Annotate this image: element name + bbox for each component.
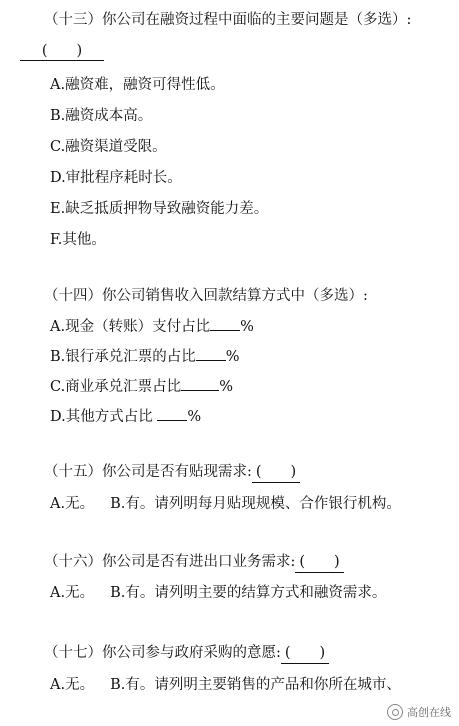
q17-option-a: A.无。 — [50, 677, 95, 693]
q13-option-c: C.融资渠道受限。 — [50, 139, 167, 155]
q16-options — [50, 583, 386, 603]
q14-option-d-blank[interactable] — [157, 406, 187, 421]
q16-option-b: B.有。请列明主要的结算方式和融资需求。 — [110, 585, 387, 601]
q17-title: （十七）你公司参与政府采购的意愿: — [44, 645, 281, 661]
q13-option-a: A.融资难，融资可得性低。 — [50, 77, 225, 93]
q16-option-a: A.无。 — [50, 585, 95, 601]
q14-option-c-unit: % — [219, 379, 233, 395]
watermark-text: 高创在线 — [407, 706, 451, 719]
wechat-logo-icon — [387, 704, 403, 720]
watermark — [387, 704, 451, 720]
q14-option-b-unit: % — [225, 349, 240, 365]
q14-option-c — [50, 376, 233, 397]
q14-option-a-label: A.现金（转账）支付占比 — [50, 319, 211, 335]
q13-answer-blank[interactable]: ( ) — [20, 42, 104, 61]
q14-option-b — [50, 346, 240, 367]
q15-option-b: B.有。请列明每月贴现规模、合作银行机构。 — [110, 496, 401, 512]
q16-title-row — [44, 552, 344, 573]
q16-title: （十六）你公司是否有进出口业务需求: — [44, 554, 296, 570]
q16-answer-blank[interactable]: ( ) — [295, 552, 343, 573]
q15-answer-blank[interactable]: ( ) — [252, 462, 300, 483]
q14-option-d-unit: % — [187, 409, 202, 425]
q14-option-a-unit: % — [240, 319, 254, 335]
q15-option-a: A.无。 — [50, 496, 95, 512]
q14-option-a — [50, 316, 254, 337]
q14-option-d — [50, 406, 201, 427]
q17-title-row — [44, 643, 329, 664]
q13-option-d: D.审批程序耗时长。 — [50, 170, 182, 186]
q14-title: （十四）你公司销售收入回款结算方式中（多选）: — [44, 288, 368, 304]
q13-option-e: E.缺乏抵质押物导致融资能力差。 — [50, 201, 269, 217]
q14-option-c-label: C.商业承兑汇票占比 — [50, 379, 182, 395]
q14-option-b-blank[interactable] — [196, 346, 226, 361]
q14-option-d-label: D.其他方式占比 — [50, 409, 153, 425]
q17-answer-blank[interactable]: ( ) — [281, 643, 329, 664]
q15-options — [50, 494, 401, 514]
q13-title: （十三）你公司在融资过程中面临的主要问题是（多选）: — [44, 12, 412, 28]
q13-option-b: B.融资成本高。 — [50, 108, 153, 124]
q15-title: （十五）你公司是否有贴现需求: — [44, 464, 252, 480]
q13-option-f: F.其他。 — [50, 232, 106, 248]
q14-option-c-blank[interactable] — [181, 376, 219, 391]
q17-option-b: B.有。请列明主要销售的产品和你所在城市、 — [110, 677, 401, 693]
q17-options — [50, 675, 401, 695]
q15-title-row — [44, 462, 300, 483]
q14-option-b-label: B.银行承兑汇票的占比 — [50, 349, 196, 365]
q14-option-a-blank[interactable] — [210, 316, 240, 331]
